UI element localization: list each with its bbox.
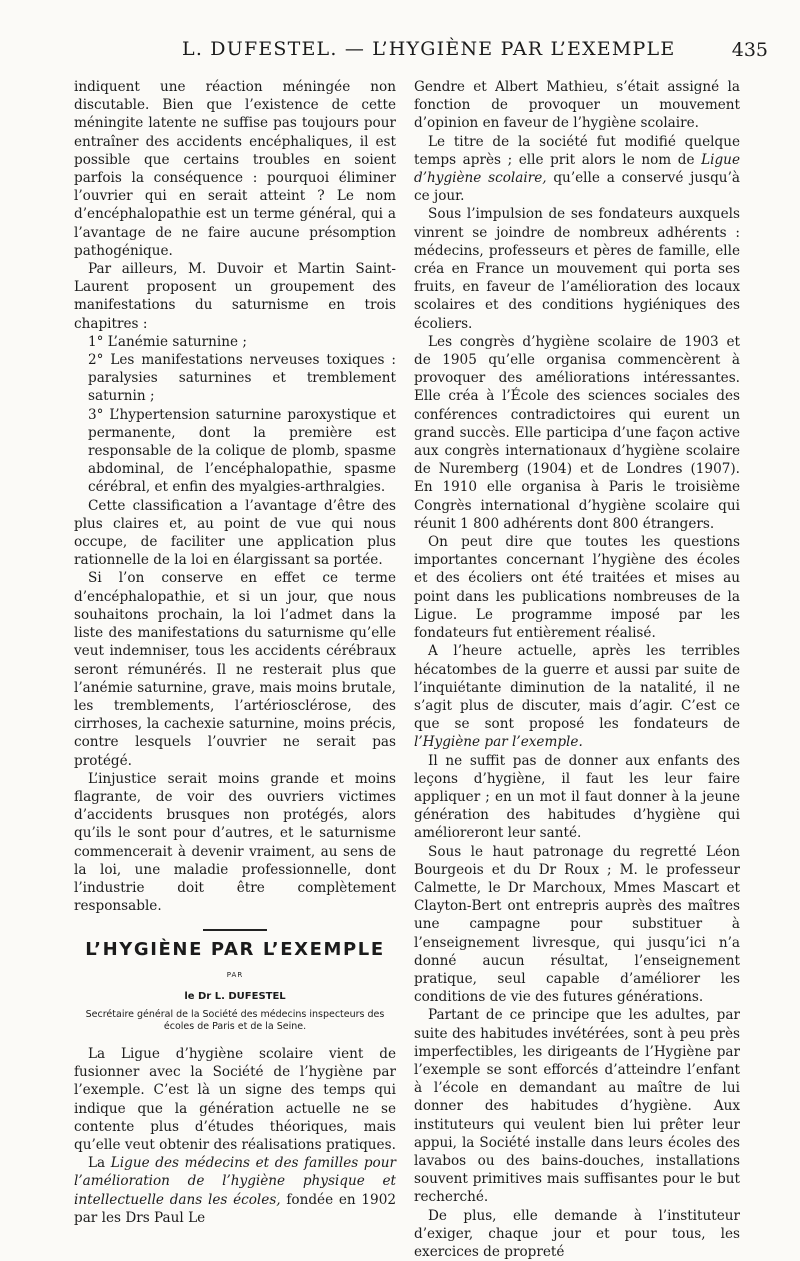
paragraph: Gendre et Albert Mathieu, s’était assigné la fonction de provoquer un mouvement d’opinion en faveur de l’hygiène scolaire. (414, 79, 740, 132)
list-item: 3° L’hypertension saturnine paroxystique et permanente, dont la première est responsable de la colique de plomb, spasme abdominal, de l’encéphalopathie, spasme cérébral, et enfin des myalgies-arthralgies. (88, 406, 396, 496)
paragraph: La Ligue des médecins et des familles pour l’amélioration de l’hygiène physique et intellectuelle dans les écoles, fondée en 1902 par les Drs Paul Le (74, 1155, 396, 1226)
paragraph: On peut dire que toutes les questions importantes concernant l’hygiène des écoles et des écoliers ont été traitées et mises au point dans les publications nombreuses de la Ligue. Le programme imposé par les fondateurs fut entièrement réalisé. (414, 534, 740, 642)
paragraph: indiquent une réaction méningée non discutable. Bien que l’existence de cette méningite latente ne suffise pas toujours pour entraîner des accidents encéphaliques, il est possible que certains troubles en soient parfois la conséquence : pourquoi éliminer l’ouvrier qui en serait atteint ? Le nom d’encéphalopathie est un terme général, qui a l’avantage de ne faire aucune présomption pathogénique. (74, 79, 396, 259)
paragraph: Par ailleurs, M. Duvoir et Martin Saint-Laurent proposent un groupement des manifestations du saturnisme en trois chapitres : (74, 261, 396, 332)
paragraph: De plus, elle demande à l’instituteur d’exiger, chaque jour et pour tous, les exercices de propreté (414, 1207, 740, 1260)
paragraph: L’injustice serait moins grande et moins flagrante, de voir des ouvriers victimes d’accidents brusques non protégés, alors qu’ils le sont pour d’autres, et le saturnisme commencerait à devenir vraiment, au sens de la loi, une maladie professionnelle, dont l’industrie doit être complètement responsable. (74, 770, 396, 915)
running-title: L. DUFESTEL. — L’HYGIÈNE PAR L’EXEMPLE (182, 38, 676, 60)
paragraph: Le titre de la société fut modifié quelque temps après ; elle prit alors le nom de Ligue d’hygiène scolaire, qu’elle a conservé jusqu’à ce jour. (414, 133, 740, 205)
paragraph: Sous le haut patronage du regretté Léon Bourgeois et du Dr Roux ; M. le professeur Calmette, le Dr Marchoux, Mmes Mascart et Clayton-Bert ont entrepris auprès des maîtres une campagne pour substituer à l’enseignement livresque, qui jusqu’ici n’a donné aucun résultat, l’enseignement pratique, seul capable d’améliorer les conditions de vie des futures générations. (414, 843, 740, 1006)
paragraph: Les congrès d’hygiène scolaire de 1903 et de 1905 qu’elle organisa commencèrent à provoquer des améliorations intéressantes. Elle créa à l’École des sciences sociales des conférences contradictoires qui eurent un grand succès. Elle participa d’une façon active aux congrès internationaux d’hygiène scolaire de Nuremberg (1904) et de Londres (1907). En 1910 elle organisa à Paris le troisième Congrès international d’hygiène scolaire qui réunit 1 800 adhérents dont 800 étrangers. (414, 333, 740, 532)
left-column (74, 78, 396, 1227)
paragraph: Si l’on conserve en effet ce terme d’encéphalopathie, et si un jour, que nous souhaitons prochain, la loi l’admet dans la liste des manifestations du saturnisme qu’elle veut indemniser, tous les accidents cérébraux seront rémunérés. Il ne resterait plus que l’anémie saturnine, grave, mais moins brutale, les tremblements, l’artériosclérose, des cirrhoses, la cachexie saturnine, moins précis, contre lesquels l’ouvrier ne serait pas protégé. (74, 570, 396, 769)
list-item: 2° Les manifestations nerveuses toxiques : paralysies saturnines et tremblement saturnin ; (88, 352, 396, 405)
paragraph: Il ne suffit pas de donner aux enfants des leçons d’hygiène, il faut les leur faire appliquer ; en un mot il faut donner à la jeune génération des habitudes d’hygiène qui amélioreront leur santé. (414, 752, 740, 842)
article-author: le Dr L. DUFESTEL (184, 990, 286, 1002)
page-number: 435 (731, 39, 768, 61)
paragraph: Partant de ce principe que les adultes, par suite des habitudes invétérées, sont à peu près imperfectibles, les dirigeants de l’Hygiène par l’exemple se sont efforcés d’atteindre l’enfant à l’école en demandant au maître de lui donner des habitudes d’hygiène. Aux instituteurs qui veulent bien lui prêter leur appui, la Société installe dans leurs écoles des lavabos ou des bains-douches, installations souvent primitives mais suffisantes pour le but recherché. (414, 1007, 740, 1206)
paragraph: Cette classification a l’avantage d’être des plus claires et, au point de vue qui nous occupe, de faciliter une application plus rationnelle de la loi en élargissant sa portée. (74, 497, 396, 569)
paragraph: La Ligue d’hygiène scolaire vient de fusionner avec la Société de l’hygiène par l’exemple. C’est là un signe des temps qui indique que la génération actuelle ne se contente plus d’études théoriques, mais qu’elle veut obtenir des réalisations pratiques. (74, 1045, 396, 1153)
list-item: 1° L’anémie saturnine ; (88, 333, 247, 350)
paragraph: A l’heure actuelle, après les terribles hécatombes de la guerre et aussi par suite de l’inquiétante diminution de la natalité, il ne s’agit plus de discuter, mais d’agir. C’est ce que se sont proposé les fondateurs de l’Hygiène par l’exemple. (414, 643, 740, 751)
paragraph: Sous l’impulsion de ses fondateurs auxquels vinrent se joindre de nombreux adhérents : médecins, professeurs et pères de famille, elle créa en France un mouvement qui porta ses fruits, en faveur de l’amélioration des locaux scolaires et des conditions hygiéniques des écoliers. (414, 206, 740, 332)
author-affiliation: Secrétaire général de la Société des médecins inspecteurs des écoles de Paris et de la Seine. (85, 1008, 385, 1032)
article-title: L’HYGIÈNE PAR L’EXEMPLE (85, 939, 385, 961)
running-header (0, 38, 800, 68)
byline-par: PAR (226, 970, 244, 979)
section-divider (203, 929, 267, 931)
right-column (414, 78, 740, 1261)
